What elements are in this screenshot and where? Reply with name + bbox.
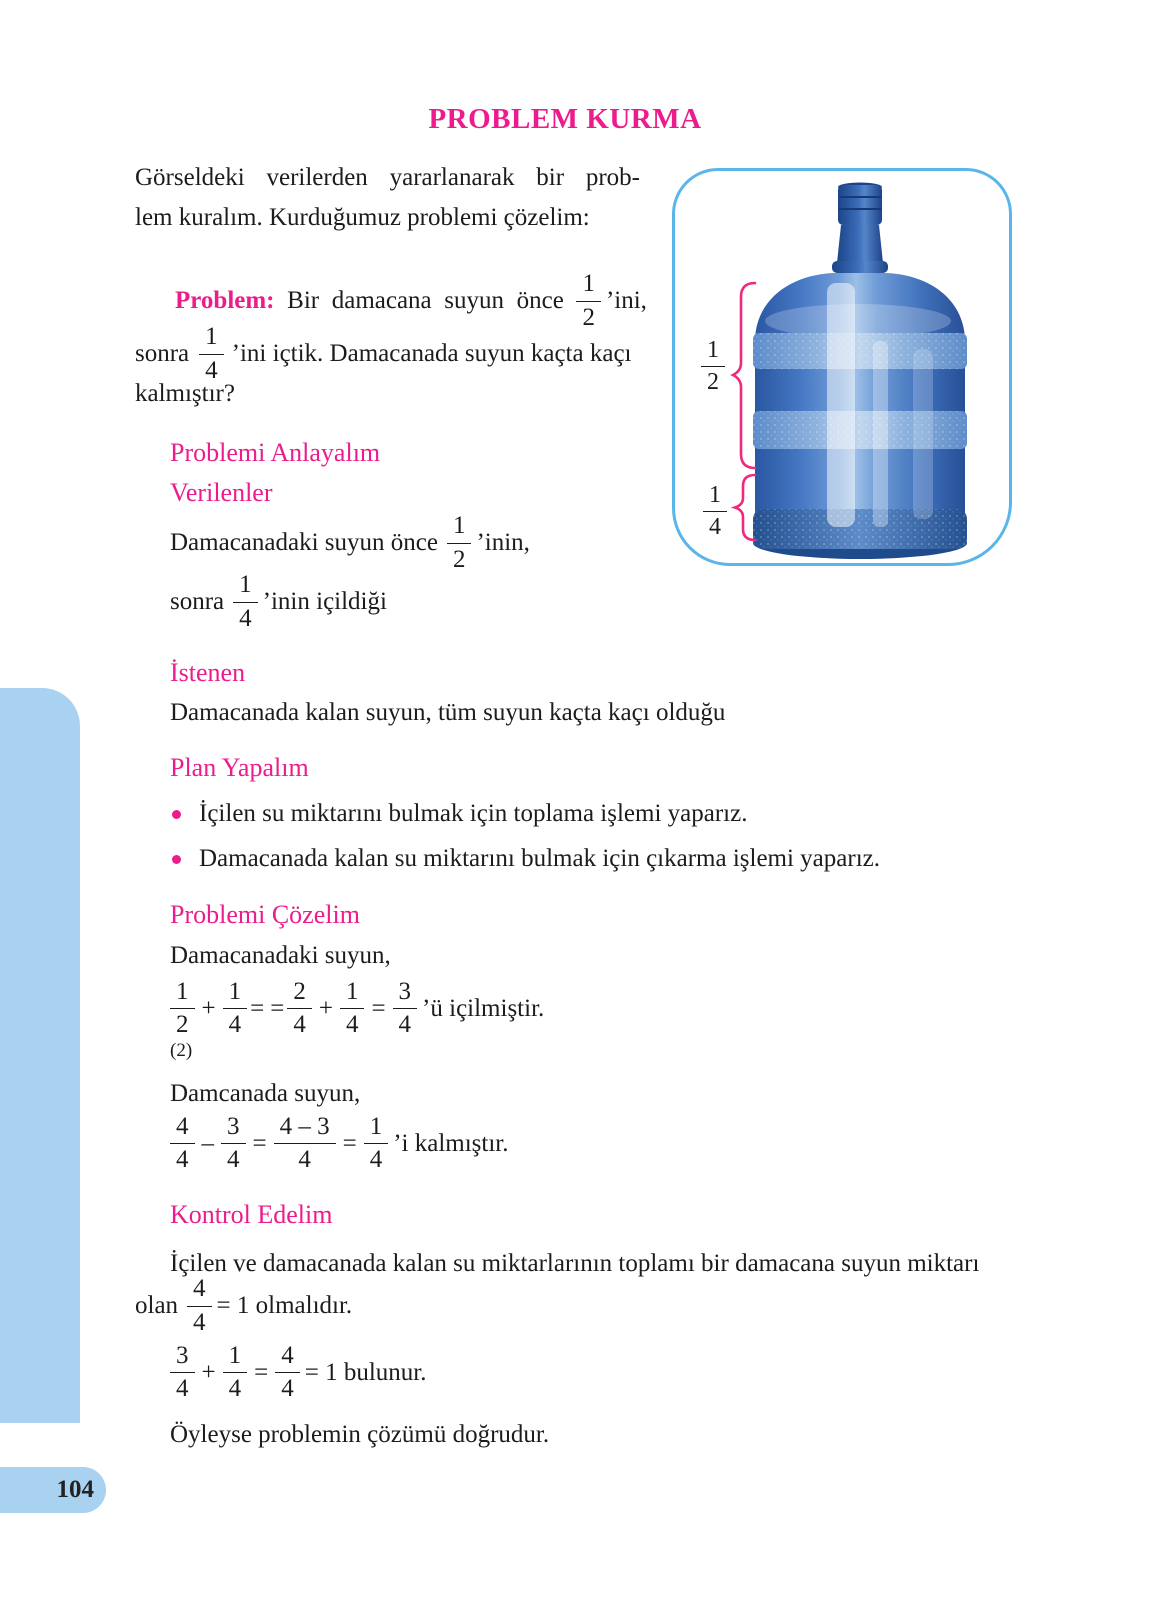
quarter-brace [735, 475, 755, 540]
equation-check [170, 1342, 426, 1404]
problem-word: Bir [287, 287, 320, 314]
expansion-note: (2) [170, 1039, 193, 1061]
problem-word: sonra [135, 340, 190, 367]
plus-operator: + [201, 1358, 216, 1386]
section-heading-solve: Problemi Çözelim [170, 900, 360, 929]
fraction-one-half-expanded: 1 2 (2) [170, 978, 195, 1040]
section-heading-check: Kontrol Edelim [170, 1200, 333, 1229]
fraction: $\frac{1}{4}$ [223, 978, 248, 1040]
fraction-half-label: $\frac{1}{2}$ [701, 337, 725, 396]
equation-subtraction [170, 1113, 509, 1175]
problem-word: önce [516, 287, 564, 314]
problem-word: damacana [331, 287, 432, 314]
bullet-icon [172, 855, 181, 864]
givens-text: sonra [170, 588, 225, 615]
fraction: $\frac{4}{4}$ [187, 1275, 212, 1337]
plan-bullet-text: İçilen su miktarını bulmak için toplama işlemi yaparız. [199, 800, 748, 827]
fraction-one-quarter: 1 4 [233, 571, 258, 633]
minus-operator: – [201, 1129, 214, 1157]
check-line-1: İçilen ve damacanada kalan su miktarlarının toplamı bir damacana suyun miktarı [170, 1250, 980, 1277]
problem-suffix: ’ini, [605, 287, 647, 314]
fraction: $\frac{2}{4}$ [287, 978, 312, 1040]
intro-line-1: Görseldeki verilerden yararlanarak bir prob- [135, 164, 640, 191]
fraction: $\frac{1}{4}$ [223, 1342, 248, 1404]
fraction-one-half: 1 2 [447, 512, 472, 574]
equation-addition [170, 978, 545, 1061]
intro-line-2: lem kuralım. Kurduğumuz problemi çözelim: [135, 204, 590, 231]
equation-tail: ’i kalmıştır. [393, 1129, 509, 1157]
wanted-text: Damacanada kalan suyun, tüm suyun kaçta kaçı olduğu [170, 699, 726, 726]
fraction: $\frac{3}{4}$ [393, 978, 418, 1040]
equation-tail: ’ü içilmiştir. [422, 994, 545, 1022]
fraction-quarter-label: $\frac{1}{4}$ [703, 482, 727, 541]
check-text: = 1 olmalıdır. [216, 1292, 353, 1319]
section-heading-understand: Problemi Anlayalım [170, 438, 381, 467]
section-heading-wanted: İstenen [170, 658, 246, 687]
fraction: 4 4 [170, 1113, 195, 1175]
problem-word: suyun [444, 287, 505, 314]
fraction: $\frac{4 - 3}{4}$ [274, 1113, 336, 1175]
plan-bullet [172, 845, 880, 873]
plan-bullet [172, 800, 747, 828]
conclusion-text: Öyleyse problemin çözümü doğrudur. [170, 1421, 550, 1448]
section-heading-givens: Verilenler [170, 478, 273, 507]
fraction: $\frac{4}{4}$ [275, 1342, 300, 1404]
fraction-one-half: 1 2 [576, 270, 601, 332]
fraction: 3 4 [170, 1342, 195, 1404]
water-jug-figure [672, 168, 1012, 566]
bullet-icon [172, 810, 181, 819]
page-number: 104 [56, 1476, 94, 1503]
equation-tail: = 1 bulunur. [304, 1358, 427, 1386]
fraction-group [576, 270, 646, 332]
plus-operator: + [201, 994, 216, 1022]
givens-text: Damacanadaki suyun önce [170, 529, 438, 556]
sidebar-accent-bar [0, 688, 80, 1423]
problem-label: Problem: [175, 287, 275, 314]
equals-operator: = [371, 994, 386, 1022]
equals-operator: = [252, 1129, 267, 1157]
equals-operator: = [342, 1129, 357, 1157]
intro-paragraph [135, 158, 640, 238]
givens-line-1 [170, 512, 530, 573]
section-heading-plan: Plan Yapalım [170, 753, 309, 782]
plan-bullet-text: Damacanada kalan su miktarını bulmak için çıkarma işlemi yaparız. [199, 845, 880, 872]
page-number-badge [0, 1467, 106, 1513]
fraction: $\frac{3}{4}$ [221, 1113, 246, 1175]
equals-operator: = [250, 994, 265, 1022]
page-title: PROBLEM KURMA [428, 103, 702, 135]
fraction: $\frac{1}{4}$ [364, 1113, 389, 1175]
fraction-one-quarter: 1 4 [199, 323, 224, 385]
givens-suffix: ’inin içildiği [262, 588, 387, 615]
solution-intro-2: Damcanada suyun, [170, 1080, 361, 1107]
check-text: olan [135, 1292, 179, 1319]
equals-operator: = [270, 994, 285, 1022]
solution-intro-1: Damacanadaki suyun, [170, 942, 391, 969]
equals-operator: = [254, 1358, 269, 1386]
problem-text: ’ini içtik. Damacanada suyun kaçta kaçı [231, 340, 632, 367]
check-line-2 [135, 1275, 353, 1336]
problem-line-3: kalmıştır? [135, 380, 235, 407]
half-brace [733, 283, 755, 468]
problem-line-2 [135, 324, 647, 384]
plus-operator: + [318, 994, 333, 1022]
givens-line-2 [170, 571, 387, 632]
givens-suffix: ’inin, [476, 529, 530, 556]
fraction: $\frac{1}{4}$ [340, 978, 365, 1040]
